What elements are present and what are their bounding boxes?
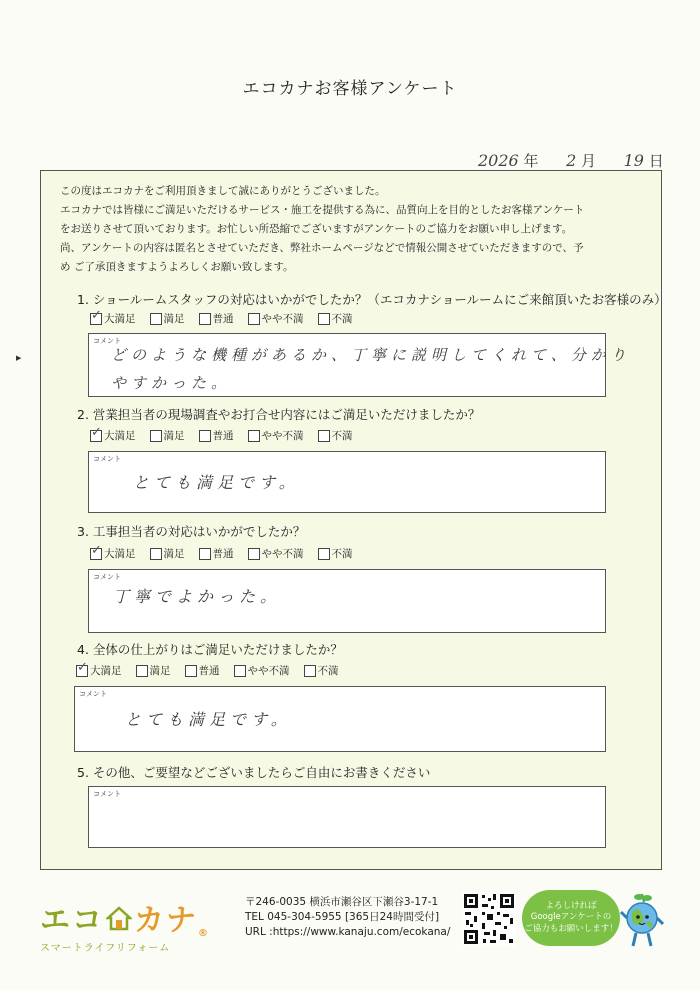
option-satisfied[interactable]: 満足 <box>150 428 185 443</box>
date-day-unit: 日 <box>648 152 664 170</box>
checkbox-icon <box>90 313 102 325</box>
checkbox-icon <box>234 665 246 677</box>
question-1: 1. ショールームスタッフの対応はいかがでしたか？（エコカナショールームにご来館頂いたお客様のみ） <box>77 292 667 307</box>
comment-text: とても満足です。 <box>133 473 300 492</box>
comment-label: コメント <box>93 337 121 345</box>
company-address <box>245 895 450 940</box>
comment-box-4[interactable] <box>74 686 606 752</box>
checkbox-icon <box>90 548 102 560</box>
comment-label: コメント <box>93 790 121 798</box>
checkbox-icon <box>90 430 102 442</box>
option-somewhat-dissatisfied[interactable]: やや不満 <box>248 546 304 561</box>
google-survey-bubble <box>522 890 620 946</box>
date-month: 2 <box>566 151 577 170</box>
checkbox-icon <box>318 313 330 325</box>
question-5: 5. その他、ご要望などございましたらご自由にお書きください <box>77 765 431 780</box>
page-title: エコカナお客様アンケート <box>242 79 458 99</box>
earth-mascot-icon <box>620 892 664 956</box>
option-satisfied[interactable]: 満足 <box>150 546 185 561</box>
checkbox-icon <box>318 548 330 560</box>
comment-label: コメント <box>79 690 107 698</box>
option-very-satisfied[interactable]: ✓ 大満足 <box>90 428 136 443</box>
checkbox-icon <box>150 548 162 560</box>
checkbox-icon <box>199 313 211 325</box>
option-neutral[interactable]: 普通 <box>185 663 220 678</box>
option-dissatisfied[interactable]: 不満 <box>318 428 353 443</box>
option-dissatisfied[interactable]: 不満 <box>304 663 339 678</box>
comment-box-2[interactable] <box>88 451 606 513</box>
checkbox-icon <box>248 313 260 325</box>
comment-text: とても満足です。 <box>125 710 292 729</box>
checkbox-icon <box>136 665 148 677</box>
checkbox-icon <box>248 430 260 442</box>
checkbox-icon <box>199 548 211 560</box>
intro-line: をお送りさせて頂いております。お忙しい所恐縮でございますがアンケートのご協力をお願い申し上げます。 <box>60 223 573 235</box>
comment-label: コメント <box>93 573 121 581</box>
option-dissatisfied[interactable]: 不満 <box>318 546 353 561</box>
checkbox-icon <box>150 313 162 325</box>
checkbox-icon <box>248 548 260 560</box>
date-year-unit: 年 <box>523 152 539 170</box>
question-4: 4. 全体の仕上がりはご満足いただけましたか？ <box>77 642 343 657</box>
bubble-line: Googleアンケートの <box>530 912 612 923</box>
logo-text-kana: カナ <box>134 903 198 938</box>
option-somewhat-dissatisfied[interactable]: やや不満 <box>248 428 304 443</box>
intro-line: め ご了承頂きますようよろしくお願い致します。 <box>60 261 294 273</box>
option-dissatisfied[interactable]: 不満 <box>318 311 353 326</box>
option-somewhat-dissatisfied[interactable]: やや不満 <box>248 311 304 326</box>
intro-line: エコカナでは皆様にご満足いただけるサービス・施工を提供する為に、品質向上を目的としたお客様アンケート <box>60 204 585 216</box>
rating-options-4 <box>76 663 339 678</box>
checkbox-icon <box>185 665 197 677</box>
date-year: 2026 <box>478 151 519 170</box>
bubble-line: ご協力もお願いします！ <box>524 923 618 934</box>
margin-mark: ▶ <box>16 354 22 362</box>
checkbox-icon <box>318 430 330 442</box>
date-month-unit: 月 <box>581 152 597 170</box>
question-3: 3. 工事担当者の対応はいかがでしたか？ <box>77 524 306 539</box>
checkbox-icon <box>76 665 88 677</box>
option-neutral[interactable]: 普通 <box>199 428 234 443</box>
survey-date <box>478 150 664 171</box>
ecokana-logo: エコ カナ® スマートライフリフォーム <box>40 903 210 954</box>
rating-options-1 <box>90 311 353 326</box>
comment-box-5[interactable] <box>88 786 606 848</box>
address-line: 〒246-0035 横浜市瀬谷区下瀬谷3-17-1 <box>245 896 439 908</box>
intro-line: この度はエコカナをご利用頂きまして誠にありがとうございました。 <box>60 185 386 197</box>
intro-line: 尚、アンケートの内容は匿名とさせていただき、弊社ホームページなどで情報公開させていただきますので、予 <box>60 242 584 254</box>
comment-label: コメント <box>93 455 121 463</box>
option-very-satisfied[interactable]: ✓ 大満足 <box>90 311 136 326</box>
date-day: 19 <box>623 151 644 170</box>
qr-code-icon[interactable] <box>462 892 516 946</box>
checkbox-icon <box>304 665 316 677</box>
bubble-line: よろしければ <box>545 900 597 911</box>
house-icon <box>106 904 132 939</box>
comment-text: どのような機種があるか、丁寧に説明してくれて、分かり <box>111 346 631 364</box>
checkbox-icon <box>150 430 162 442</box>
phone-line: TEL 045-304-5955 [365日24時間受付] <box>245 911 440 923</box>
option-satisfied[interactable]: 満足 <box>136 663 171 678</box>
comment-box-1[interactable] <box>88 333 631 397</box>
option-neutral[interactable]: 普通 <box>199 311 234 326</box>
url-line[interactable]: URL :https://www.kanaju.com/ecokana/ <box>245 926 451 938</box>
logo-text-eco: エコ <box>40 903 104 938</box>
option-very-satisfied[interactable]: ✓ 大満足 <box>76 663 122 678</box>
rating-options-3 <box>90 546 353 561</box>
option-satisfied[interactable]: 満足 <box>150 311 185 326</box>
option-very-satisfied[interactable]: ✓ 大満足 <box>90 546 136 561</box>
comment-text: 丁寧でよかった。 <box>113 587 282 606</box>
intro-text <box>60 182 650 277</box>
comment-box-3[interactable] <box>88 569 606 633</box>
rating-options-2 <box>90 428 353 443</box>
option-somewhat-dissatisfied[interactable]: やや不満 <box>234 663 290 678</box>
option-neutral[interactable]: 普通 <box>199 546 234 561</box>
comment-text: やすかった。 <box>111 374 232 392</box>
logo-subtitle: スマートライフリフォーム <box>40 943 171 954</box>
question-2: 2. 営業担当者の現場調査やお打合せ内容にはご満足いただけましたか？ <box>77 407 481 422</box>
checkbox-icon <box>199 430 211 442</box>
